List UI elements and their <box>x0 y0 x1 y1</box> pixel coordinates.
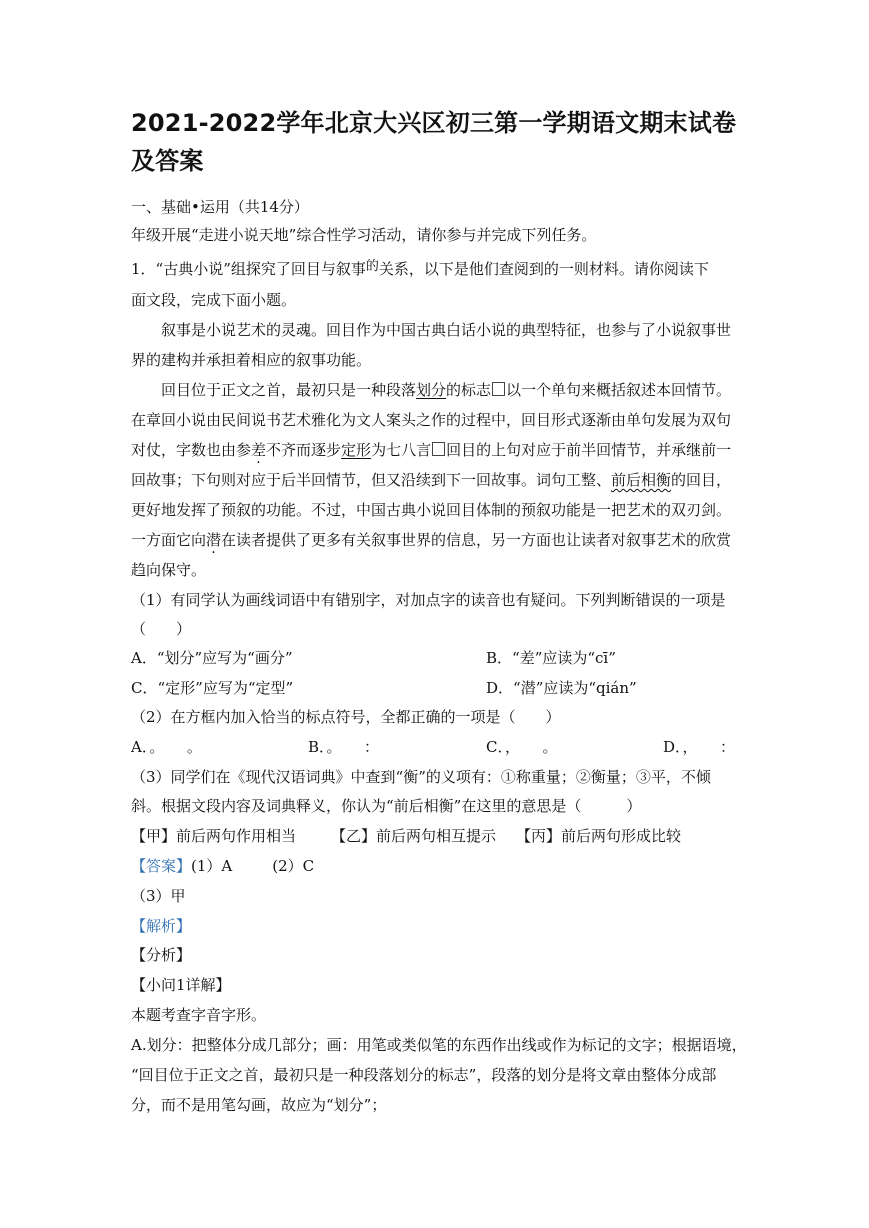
option-c: C．“定形”应写为“定型” <box>131 679 294 697</box>
wavy-underlined-word: 前后相衡 <box>611 471 672 489</box>
option-yi: 【乙】前后两句相互提示 <box>331 827 497 845</box>
underlined-word: 划分 <box>416 381 447 399</box>
passage-line: 叙事是小说艺术的灵魂。回目作为中国古典白话小说的典型特征，也参与了小说叙事世 <box>161 321 732 339</box>
option-bing: 【丙】前后两句形成比较 <box>516 827 682 845</box>
answer-paren: （ ） <box>131 620 192 638</box>
answer-3: （3）甲 <box>131 887 186 905</box>
option-b: B．。 ： <box>308 738 380 756</box>
section-heading: 一、基础•运用（共14分） <box>131 198 309 216</box>
option-d: D．， ： <box>663 738 736 756</box>
option-a: A．。 。 <box>131 738 202 756</box>
answer-line: 【答案】(1）A (2）C <box>131 857 315 875</box>
question-1-line-1: 1．“古典小说”组探究了回目与叙事的关系，以下是他们查阅到的一则材料。请你阅读下 <box>131 259 709 278</box>
option-b: B．“差”应读为“cī” <box>486 649 616 667</box>
option-c: C．， 。 <box>486 738 558 756</box>
sub-question-detail-label: 【小问1详解】 <box>131 976 231 994</box>
activity-intro: 年级开展“走进小说天地”综合性学习活动，请你参与并完成下列任务。 <box>131 226 597 244</box>
analysis-text: “回目位于正文之首，最初只是一种段落划分的标志”，段落的划分是将文章由整体分成部 <box>131 1066 717 1084</box>
sub-question-3-line-2: 斜。根据文段内容及词典释义，你认为“前后相衡”在这里的意思是（ ） <box>131 797 642 815</box>
option-a: A．“划分”应写为“画分” <box>131 649 293 667</box>
question-1-line-2: 面文段，完成下面小题。 <box>131 291 297 309</box>
passage-line: 趋向保守。 <box>131 561 207 579</box>
analysis-text: A.划分：把整体分成几部分；画：用笔或类似笔的东西作出线或作为标记的文字；根据语境， <box>131 1036 747 1054</box>
passage-line: 回目位于正文之首，最初只是一种段落划分的标志 以一个单句来概括叙述本回情节。 <box>161 381 732 399</box>
analysis-label: 【解析】 <box>131 917 192 935</box>
sub-question-2: （2）在方框内加入恰当的标点符号，全都正确的一项是（ ） <box>131 708 561 726</box>
passage-line: 回故事；下句则对应于后半回情节，但又沿续到下一回故事。词句工整、前后相衡的回目， <box>131 471 732 489</box>
page-title: 2021-2022学年北京大兴区初三第一学期语文期末试卷及答案 <box>131 109 737 175</box>
analysis-text: 分，而不是用笔勾画，故应为“划分”； <box>131 1096 387 1114</box>
passage-line: 一方面它向潜在读者提供了更多有关叙事世界的信息，另一方面也让读者对叙事艺术的欣赏 <box>131 531 732 549</box>
underlined-word: 定形 <box>341 441 372 459</box>
dotted-char: 差 <box>251 441 267 459</box>
punctuation-box <box>492 382 505 396</box>
passage-line: 更好地发挥了预叙的功能。不过，中国古典小说回目体制的预叙功能是一把艺术的双刃剑。 <box>131 501 732 519</box>
answer-label: 【答案】 <box>131 857 192 875</box>
option-jia: 【甲】前后两句作用相当 <box>131 827 297 845</box>
sub-question-3-line-1: （3）同学们在《现代汉语词典》中查到“衡”的义项有：①称重量；②衡量；③平，不倾 <box>131 768 711 786</box>
sub-question-1: （1）有同学认为画线词语中有错别字，对加点字的读音也有疑问。下列判断错误的一项是 <box>131 591 726 609</box>
dotted-char: 潜 <box>206 531 222 549</box>
analysis-text: 本题考查字音字形。 <box>131 1006 267 1024</box>
option-d: D．“潜”应读为“qián” <box>486 679 637 697</box>
fenxi-label: 【分析】 <box>131 946 192 964</box>
passage-line: 在章回小说由民间说书艺术雅化为文人案头之作的过程中，回目形式逐渐由单句发展为双句 <box>131 411 732 429</box>
passage-line: 界的建构并承担着相应的叙事功能。 <box>131 351 372 369</box>
passage-line: 对仗，字数也由参差不齐而逐步定形为七八言 回目的上句对应于前半回情节，并承继前一 <box>131 441 732 459</box>
punctuation-box <box>432 442 445 456</box>
